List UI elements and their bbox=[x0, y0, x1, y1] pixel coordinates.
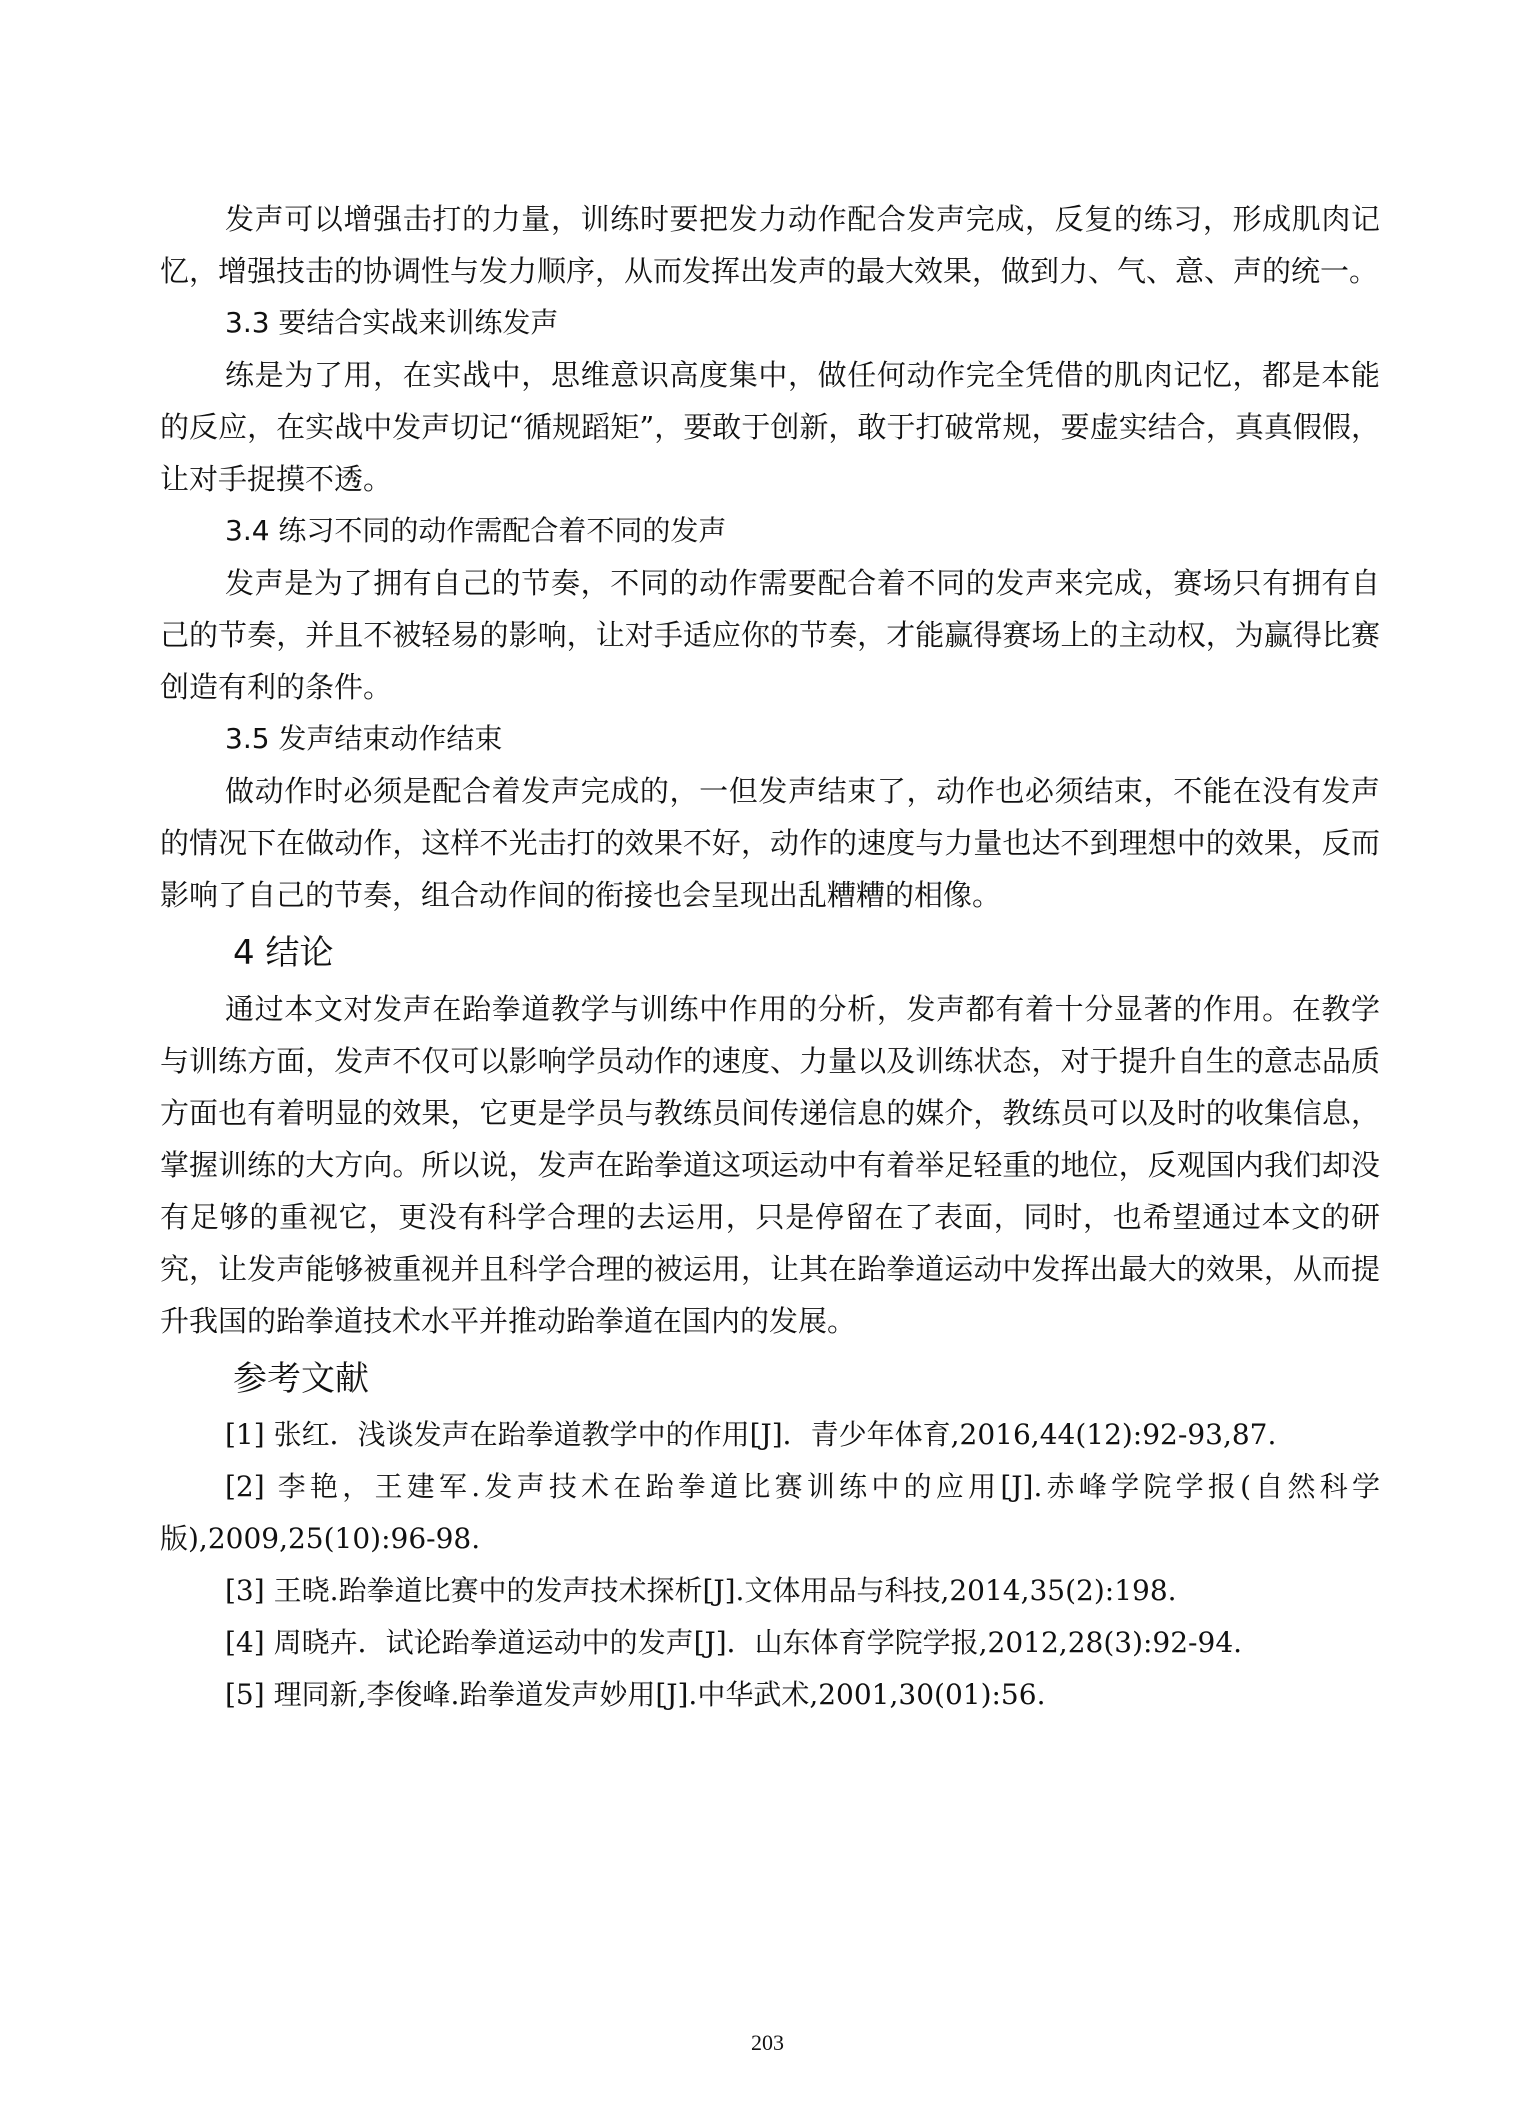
paragraph: 发声是为了拥有自己的节奏，不同的动作需要配合着不同的发声来完成，赛场只有拥有自己的节奏，并且不被轻易的影响，让对手适应你的节奏，才能赢得赛场上的主动权，为赢得比赛创造有利的条件。 bbox=[160, 566, 1380, 704]
reference-item: [5] 理同新,李俊峰.跆拳道发声妙用[J].中华武术,2001,30(01):56. bbox=[225, 1678, 1046, 1711]
section-heading-3-3: 3.3 要结合实战来训练发声 bbox=[225, 306, 559, 339]
reference-item: [1] 张红．浅谈发声在跆拳道教学中的作用[J]．青少年体育,2016,44(12):92-93,87. bbox=[225, 1418, 1277, 1451]
page-content bbox=[160, 193, 1380, 1721]
chapter-heading-conclusion: 4 结论 bbox=[233, 933, 334, 973]
reference-item: [4] 周晓卉．试论跆拳道运动中的发声[J]．山东体育学院学报,2012,28(3):92-94. bbox=[225, 1626, 1243, 1659]
reference-item: [2] 李艳，王建军.发声技术在跆拳道比赛训练中的应用[J].赤峰学院学报(自然科学版),2009,25(10):96-98. bbox=[160, 1470, 1380, 1555]
paragraph: 做动作时必须是配合着发声完成的，一但发声结束了，动作也必须结束，不能在没有发声的情况下在做动作，这样不光击打的效果不好，动作的速度与力量也达不到理想中的效果，反而影响了自己的节奏，组合动作间的衔接也会呈现出乱糟糟的相像。 bbox=[160, 774, 1380, 912]
references-heading: 参考文献 bbox=[233, 1359, 369, 1399]
section-heading-3-5: 3.5 发声结束动作结束 bbox=[225, 722, 503, 755]
paragraph: 通过本文对发声在跆拳道教学与训练中作用的分析，发声都有着十分显著的作用。在教学与训练方面，发声不仅可以影响学员动作的速度、力量以及训练状态，对于提升自生的意志品质方面也有着明显的效果，它更是学员与教练员间传递信息的媒介，教练员可以及时的收集信息，掌握训练的大方向。所以说，发声在跆拳道这项运动中有着举足轻重的地位，反观国内我们却没有足够的重视它，更没有科学合理的去运用，只是停留在了表面，同时，也希望通过本文的研究，让发声能够被重视并且科学合理的被运用，让其在跆拳道运动中发挥出最大的效果，从而提升我国的跆拳道技术水平并推动跆拳道在国内的发展。 bbox=[160, 992, 1380, 1338]
page-number: 203 bbox=[751, 2030, 784, 2055]
paragraph: 发声可以增强击打的力量，训练时要把发力动作配合发声完成，反复的练习，形成肌肉记忆，增强技击的协调性与发力顺序，从而发挥出发声的最大效果，做到力、气、意、声的统一。 bbox=[160, 202, 1380, 288]
reference-list bbox=[160, 1409, 1380, 1721]
reference-item: [3] 王晓.跆拳道比赛中的发声技术探析[J].文体用品与科技,2014,35(2):198. bbox=[225, 1574, 1177, 1607]
paragraph: 练是为了用，在实战中，思维意识高度集中，做任何动作完全凭借的肌肉记忆，都是本能的反应，在实战中发声切记“循规蹈矩”，要敢于创新，敢于打破常规，要虚实结合，真真假假，让对手捉摸不透。 bbox=[160, 358, 1380, 496]
section-heading-3-4: 3.4 练习不同的动作需配合着不同的发声 bbox=[225, 514, 727, 547]
